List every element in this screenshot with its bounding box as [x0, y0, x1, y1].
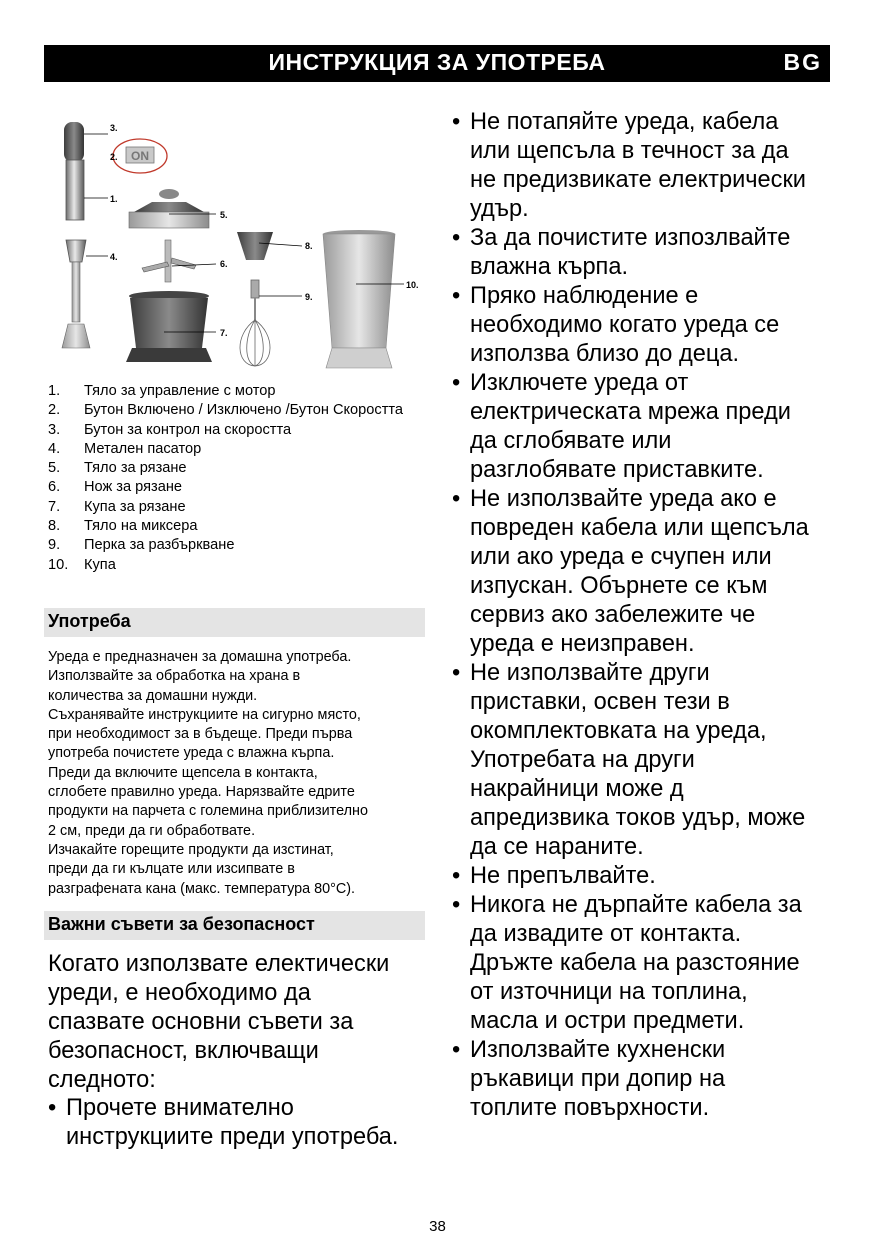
figure-label-5: 5.	[220, 210, 228, 220]
safety-intro: Когато използвате електически уреди, е необходимо да спазвате основни съвети за безопасност, включващи следното:	[48, 951, 390, 1093]
figure-label-7: 7.	[220, 328, 228, 338]
safety-bullets-right	[452, 108, 832, 1123]
blender-shaft-drawing	[62, 240, 90, 348]
list-item: 5. Тяло за рязане	[48, 460, 187, 477]
list-item: 8. Тяло на миксера	[48, 518, 198, 535]
whisk-drawing	[240, 280, 270, 366]
product-illustration	[44, 110, 434, 380]
list-item: • Прочете внимателно инструкциите преди употреба.	[48, 1095, 399, 1150]
figure-label-6: 6.	[220, 259, 228, 269]
on-button-text: ON	[131, 149, 149, 163]
chopper-blade-drawing	[142, 240, 196, 282]
list-item: 3. Бутон за контрол на скоростта	[48, 421, 292, 438]
page-number: 38	[429, 1218, 446, 1235]
figure-label-1: 1.	[110, 194, 118, 204]
usage-heading: Употреба	[48, 611, 131, 631]
figure-label-8: 8.	[305, 241, 313, 251]
parts-list	[48, 382, 428, 575]
list-item: • Изключете уреда от електрическата мрежа преди да сглобявате или разглобявате приставките.	[452, 370, 791, 483]
figure-label-3: 3.	[110, 123, 118, 133]
list-item: • Не използвайте уреда ако е повреден кабела или щепсъла или ако уреда е счупен или изпускан. Обърнете се към сервиз ако забележите че уреда е неизправен.	[452, 486, 809, 657]
list-item: • Пряко наблюдение е необходимо когато уреда се използва близо до деца.	[452, 283, 780, 367]
list-item: 7. Купа за рязане	[48, 498, 186, 515]
figure-label-2: 2.	[110, 152, 118, 162]
header-bar	[44, 45, 830, 82]
list-item: 1. Тяло за управление с мотор	[48, 383, 276, 399]
page-title: ИНСТРУКЦИЯ ЗА УПОТРЕБА	[268, 49, 606, 75]
list-item: 9. Перка за разбъркване	[48, 537, 235, 554]
motor-body-drawing	[64, 122, 84, 220]
figure-label-10: 10.	[406, 280, 419, 290]
list-item: • Никога не дърпайте кабела за да извадите от контакта. Дръжте кабела на разстояние от източници на топлина, масла и остри предмети.	[452, 892, 802, 1034]
safety-heading: Важни съвети за безопасност	[48, 914, 315, 934]
list-item: 4. Метален пасатор	[48, 440, 202, 457]
list-item: • За да почистите изпозлвайте влажна кърпа.	[452, 225, 791, 280]
whisk-adapter-drawing	[237, 232, 273, 260]
usage-text: Уреда е предназначен за домашна употреба. Използвайте за обработка на храна в количества за домашни нужди. Съхранявайте инструкциите на сигурно място, при необходимост за в бъдеще. Преди първа употреба почистете уреда с влажна кърпа. Преди да включите щепсела в контакта, сглобете правилно уреда. Нарязвайте едрите продукти на парчета с големина приблизително 2 см, преди да ги обработвате. Изчакайте горещите продукти да изстинат, преди да ги кълцате или изсипвате в разграфената кана (макс. температура 80°С).	[48, 649, 368, 897]
list-item: • Не препълвайте.	[452, 863, 656, 889]
chopper-bowl-drawing	[126, 291, 212, 362]
figure-label-9: 9.	[305, 292, 313, 302]
list-item: • Използвайте кухненски ръкавици при допир на топлите повърхности.	[452, 1037, 726, 1121]
list-item: 2. Бутон Включено / Изключено /Бутон Скоростта	[48, 402, 404, 419]
safety-heading-bar	[44, 911, 425, 940]
language-code: BG	[783, 49, 822, 75]
safety-bullets-left	[48, 1094, 428, 1152]
list-item: • Не потапяйте уреда, кабела или щепсъла в течност за да не предизвикате електрически удър.	[452, 109, 806, 222]
list-item: 10. Купа	[48, 556, 116, 573]
chopper-lid-drawing	[129, 189, 209, 228]
list-item: • Не използвайте други приставки, освен тези в окомплектовката на уреда, Употребата на други накрайници може д апредизвика токов удър, може да се нараните.	[452, 660, 806, 860]
list-item: 6. Нож за рязане	[48, 479, 183, 496]
figure-label-4: 4.	[110, 252, 118, 262]
usage-heading-bar	[44, 608, 425, 637]
beaker-drawing	[323, 230, 395, 368]
